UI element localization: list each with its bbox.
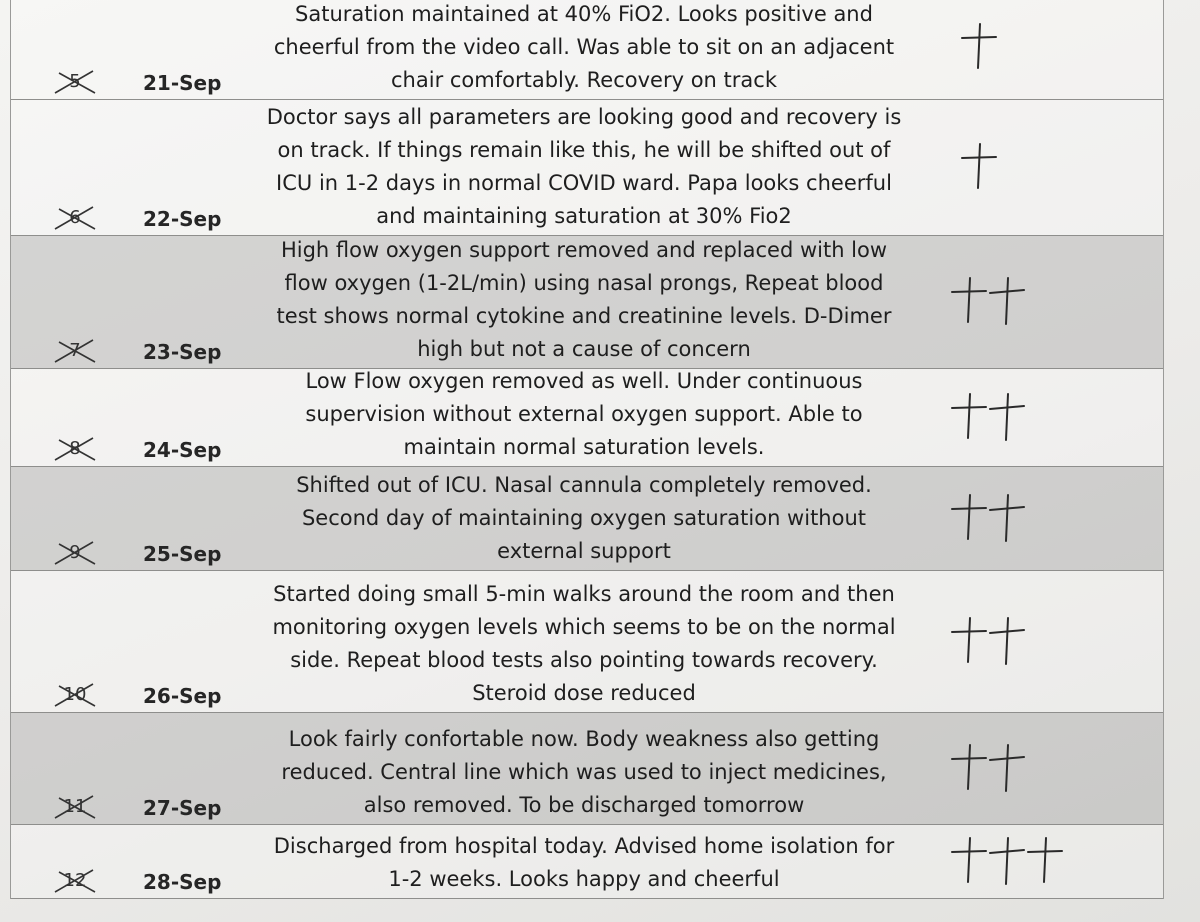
cross-mark-icon <box>952 618 986 662</box>
row-note: High flow oxygen support removed and replaced with low flow oxygen (1-2L/min) using nasal prongs, Repeat blood test shows normal cytokine and creatinine levels. D-Dimer high but not a cause of concern <box>276 238 892 361</box>
recovery-log-table <box>10 0 1164 899</box>
day-number: 7 <box>53 338 97 364</box>
day-number: 8 <box>53 436 97 462</box>
row-date: 27-Sep <box>143 796 222 820</box>
row-note: Low Flow oxygen removed as well. Under continuous supervision without external oxygen support. Able to maintain normal saturation levels. <box>305 369 863 459</box>
row-date: 22-Sep <box>143 207 222 231</box>
log-row <box>11 0 1163 100</box>
tally-marks <box>939 18 1099 78</box>
tally-marks <box>939 832 1099 892</box>
log-row <box>11 571 1163 713</box>
tally-svg <box>939 832 1099 892</box>
log-row <box>11 369 1163 467</box>
log-row <box>11 236 1163 369</box>
cross-mark-icon <box>990 745 1024 791</box>
cross-mark-icon <box>952 394 986 438</box>
cross-mark-icon <box>990 278 1024 324</box>
tally-marks <box>939 388 1099 448</box>
cross-mark-icon <box>990 838 1024 884</box>
row-date: 25-Sep <box>143 542 222 566</box>
cross-mark-icon <box>962 24 996 68</box>
cross-mark-icon <box>962 144 996 188</box>
cross-mark-icon <box>990 495 1024 541</box>
cross-mark-icon <box>1028 838 1062 882</box>
tally-marks <box>939 612 1099 672</box>
log-row <box>11 713 1163 825</box>
tally-marks <box>939 138 1099 198</box>
cross-mark-icon <box>990 618 1024 664</box>
day-number: 11 <box>53 794 97 820</box>
tally-svg <box>939 138 1099 198</box>
cross-mark-icon <box>952 495 986 539</box>
tally-svg <box>939 739 1099 799</box>
row-date: 23-Sep <box>143 340 222 364</box>
row-note: Doctor says all parameters are looking good and recovery is on track. If things remain like this, he will be shifted out of ICU in 1-2 days in normal COVID ward. Papa looks cheerful and maintaining saturation at 30% Fio2 <box>266 105 902 228</box>
cross-mark-icon <box>952 838 986 882</box>
day-number: 10 <box>53 682 97 708</box>
tally-svg <box>939 612 1099 672</box>
tally-marks <box>939 272 1099 332</box>
row-date: 24-Sep <box>143 438 222 462</box>
day-number: 12 <box>53 868 97 894</box>
row-note: Look fairly confortable now. Body weakness also getting reduced. Central line which was used to inject medicines, also removed. To be discharged tomorrow <box>281 727 887 817</box>
row-date: 21-Sep <box>143 71 222 95</box>
tally-svg <box>939 272 1099 332</box>
row-note: Discharged from hospital today. Advised home isolation for 1-2 weeks. Looks happy and cheerful <box>273 834 895 891</box>
log-row <box>11 467 1163 571</box>
day-number: 5 <box>53 69 97 95</box>
tally-svg <box>939 489 1099 549</box>
cross-mark-icon <box>952 278 986 322</box>
tally-svg <box>939 388 1099 448</box>
tally-svg <box>939 18 1099 78</box>
tally-marks <box>939 739 1099 799</box>
tally-marks <box>939 489 1099 549</box>
row-note: Started doing small 5-min walks around the room and then monitoring oxygen levels which seems to be on the normal side. Repeat blood tests also pointing towards recovery. Steroid dose reduced <box>272 582 896 705</box>
row-note: Saturation maintained at 40% FiO2. Looks positive and cheerful from the video call. Was able to sit on an adjacent chair comfortably. Recovery on track <box>273 2 895 92</box>
row-date: 28-Sep <box>143 870 222 894</box>
day-number: 6 <box>53 205 97 231</box>
row-date: 26-Sep <box>143 684 222 708</box>
log-row <box>11 100 1163 236</box>
row-note: Shifted out of ICU. Nasal cannula completely removed. Second day of maintaining oxygen saturation without external support <box>296 473 872 563</box>
log-row <box>11 825 1163 899</box>
cross-mark-icon <box>990 394 1024 440</box>
day-number: 9 <box>53 540 97 566</box>
cross-mark-icon <box>952 745 986 789</box>
